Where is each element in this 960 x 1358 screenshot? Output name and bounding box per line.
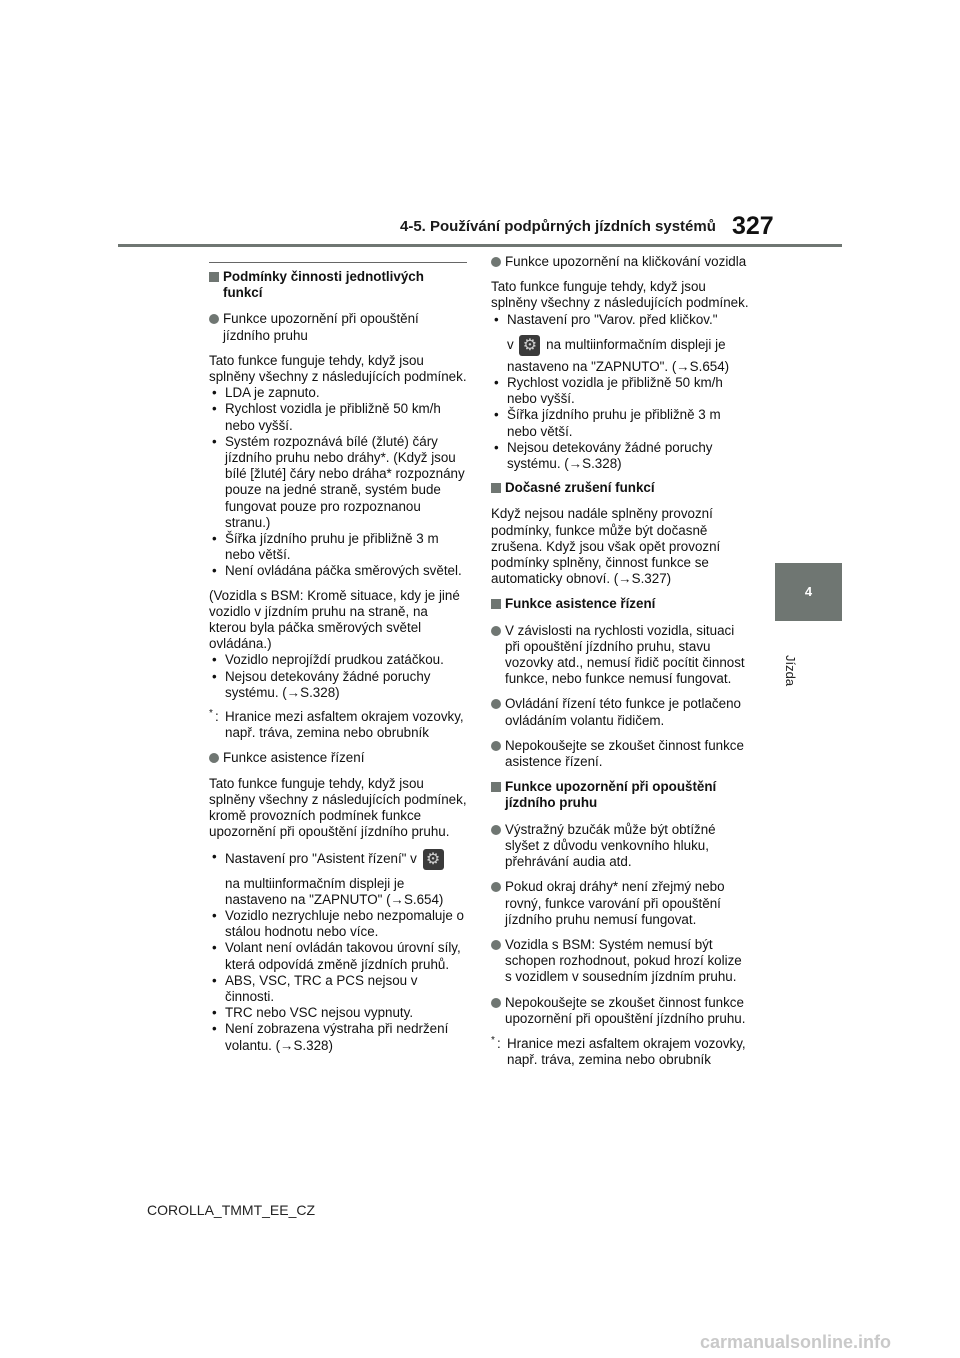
list-item-text: Nastavení pro "Asistent řízení" v bbox=[225, 850, 417, 866]
section-heading: Podmínky činnosti jednotlivých funkcí bbox=[209, 269, 467, 301]
paragraph: (Vozidla s BSM: Kromě situace, kdy je jiné vozidlo v jízdním pruhu na straně, na kterou byla páčka směrových světel ovládána.) bbox=[209, 587, 460, 652]
list-item: • Šířka jízdního pruhu je přibližně 3 m nebo větší. bbox=[209, 531, 467, 563]
footnote-colon: : bbox=[215, 709, 219, 725]
right-column bbox=[491, 254, 749, 1077]
subsection-item: Ovládání řízení této funkce je potlačeno ovládáním volantu řidičem. bbox=[491, 696, 749, 728]
paragraph: Tato funkce funguje tehdy, když jsou splněny všechny z následujících podmínek, kromě provozních podmínek funkce upozornění při opouštění jízdního pruhu. bbox=[209, 775, 467, 840]
subsection-heading: Funkce asistence řízení bbox=[209, 750, 467, 766]
settings-gear-icon bbox=[519, 335, 540, 356]
list-item: • Nejsou detekovány žádné poruchy systému. (→S.328) bbox=[209, 669, 467, 701]
list-item-text: na multiinformačním displeji je bbox=[546, 336, 726, 352]
list-item-text: v bbox=[507, 336, 514, 352]
document-id: COROLLA_TMMT_EE_CZ bbox=[147, 1202, 316, 1218]
page-number: 327 bbox=[732, 212, 774, 240]
section-heading: Funkce upozornění při opouštění jízdního pruhu bbox=[491, 779, 749, 811]
list-item: • LDA je zapnuto. bbox=[209, 385, 467, 401]
chapter-label: Jízda bbox=[783, 655, 798, 687]
bullet-list bbox=[209, 849, 467, 1054]
list-item bbox=[209, 849, 467, 908]
list-item: • Není ovládána páčka směrových světel. bbox=[209, 563, 467, 579]
subsection-item: Pokud okraj dráhy* není zřejmý nebo rovný, funkce varování při opouštění jízdního pruhu nemusí fungovat. bbox=[491, 879, 749, 928]
subsection-item: Nepokoušejte se zkoušet činnost funkce asistence řízení. bbox=[491, 738, 749, 770]
list-item: • Systém rozpoznává bílé (žluté) čáry jízdního pruhu nebo dráhy*. (Když jsou bílé [žluté] čáry nebo dráha* rozpoznány pouze na jedné straně, systém bude fungovat pouze pro rozpoznanou stranu.) bbox=[209, 434, 467, 531]
list-item: • ABS, VSC, TRC a PCS nejsou v činnosti. bbox=[209, 973, 467, 1005]
list-item: • Rychlost vozidla je přibližně 50 km/h nebo vyšší. bbox=[491, 375, 749, 407]
list-item: • Volant není ovládán takovou úrovní síly, která odpovídá změně jízdních pruhů. bbox=[209, 940, 467, 972]
subsection-heading: Funkce upozornění při opouštění jízdního pruhu bbox=[209, 311, 467, 343]
footnote-text: Hranice mezi asfaltem okrajem vozovky, např. tráva, zemina nebo obrubník bbox=[507, 1035, 746, 1068]
subsection-item: Nepokoušejte se zkoušet činnost funkce upozornění při opouštění jízdního pruhu. bbox=[491, 995, 749, 1027]
subsection-heading: Funkce upozornění na kličkování vozidla bbox=[491, 254, 749, 270]
footnote-mark: * bbox=[209, 708, 213, 720]
list-item-text: nastaveno na "ZAPNUTO". (→S.654) bbox=[507, 358, 730, 374]
list-item: • Není zobrazena výstraha při nedržení volantu. (→S.328) bbox=[209, 1021, 467, 1053]
list-item-text: na multiinformačním displeji je nastaveno na "ZAPNUTO" (→S.654) bbox=[225, 875, 444, 907]
list-item: • Vozidlo neprojíždí prudkou zatáčkou. bbox=[209, 652, 467, 668]
chapter-tab: 4 bbox=[775, 563, 842, 621]
footnote bbox=[209, 709, 467, 741]
footnote-mark: * bbox=[491, 1034, 495, 1046]
paragraph: Tato funkce funguje tehdy, když jsou splněny všechny z následujících podmínek. bbox=[209, 352, 467, 385]
list-item: • Nejsou detekovány žádné poruchy systému. (→S.328) bbox=[491, 440, 749, 472]
list-item: • Vozidlo nezrychluje nebo nezpomaluje o stálou hodnotu nebo více. bbox=[209, 908, 467, 940]
settings-gear-icon bbox=[423, 849, 444, 870]
watermark: carmanualsonline.info bbox=[700, 1332, 892, 1352]
subsection-item: Výstražný bzučák může být obtížné slyšet z důvodu venkovního hluku, přehrávání audia atd. bbox=[491, 822, 749, 871]
footnote bbox=[491, 1036, 749, 1068]
list-item: • Rychlost vozidla je přibližně 50 km/h nebo vyšší. bbox=[209, 401, 467, 433]
section-title: 4-5. Používání podpůrných jízdních systémů bbox=[400, 218, 716, 235]
footnote-text: Hranice mezi asfaltem okrajem vozovky, např. tráva, zemina nebo obrubník bbox=[225, 709, 464, 741]
header-rule bbox=[118, 244, 842, 247]
section-heading: Funkce asistence řízení bbox=[491, 596, 749, 612]
footnote-colon: : bbox=[497, 1035, 501, 1051]
list-item-text: Nastavení pro "Varov. před kličkov." bbox=[507, 311, 718, 327]
list-item bbox=[491, 312, 749, 375]
bullet-list bbox=[209, 652, 467, 701]
paragraph: Když nejsou nadále splněny provozní podmínky, funkce může být dočasně zrušena. Když jsou však opět provozní podmínky splněny, činnost funkce se automaticky obnoví. (→S.327) bbox=[491, 506, 721, 587]
section-heading: Dočasné zrušení funkcí bbox=[491, 480, 749, 496]
subsection-item: V závislosti na rychlosti vozidla, situaci při opouštění jízdního pruhu, stavu vozovky atd., nemusí řidič pocítit činnost funkce, nebo funkce nemusí fungovat. bbox=[491, 623, 749, 688]
list-item: • Šířka jízdního pruhu je přibližně 3 m nebo větší. bbox=[491, 407, 749, 439]
subsection-item: Vozidla s BSM: Systém nemusí být schopen rozhodnout, pokud hrozí kolize s vozidlem v sousedním jízdním pruhu. bbox=[491, 937, 749, 986]
bullet-list bbox=[209, 385, 467, 579]
paragraph: Tato funkce funguje tehdy, když jsou splněny všechny z následujících podmínek. bbox=[491, 279, 749, 311]
left-column bbox=[209, 262, 467, 1062]
divider bbox=[209, 262, 467, 263]
bullet-list bbox=[491, 312, 749, 473]
list-item: • TRC nebo VSC nejsou vypnuty. bbox=[209, 1005, 467, 1021]
